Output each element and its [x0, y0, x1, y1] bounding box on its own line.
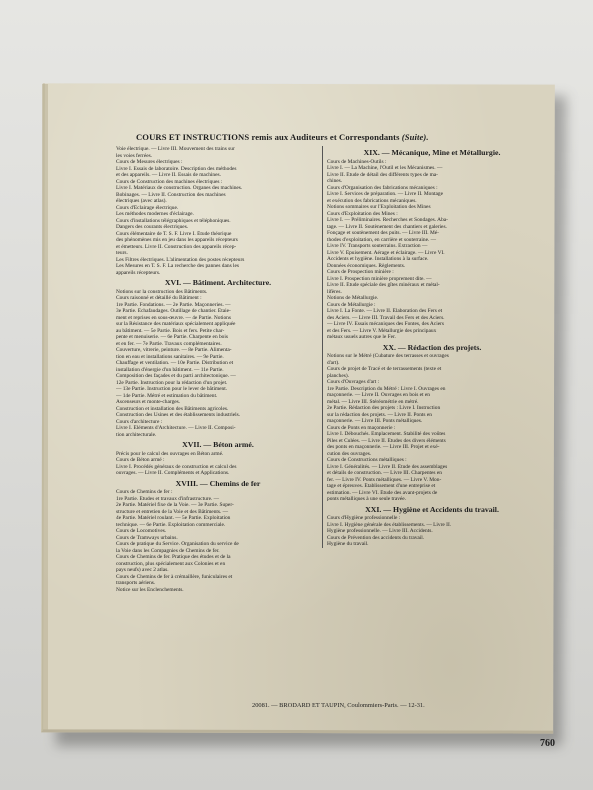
text-line: Cours d'Ouvrages d'art : — [327, 379, 380, 385]
text-line: Chauffage et ventilation. — 10e Partie. Distribution et — [116, 360, 234, 366]
text-line: Livre I. Éléments d'Architecture. — Livre II. Composi- — [116, 425, 236, 431]
text-line: Cours de Métallurgie : — [327, 301, 376, 308]
text-line: Notions sur le Métré (Cubature des terrasses et ouvrages — [327, 353, 449, 359]
text-line: tage. — Livre II. Soutènement des chantiers et galeries. — [327, 223, 447, 230]
text-line: Ascenseurs et monte-charges. — [116, 399, 181, 405]
text-line: Voie électrique. — Livre III. Mouvement des trains sur — [116, 146, 235, 152]
text-line: fer. — Livre IV. Ponts métalliques. — Livre V. Mon- — [327, 476, 442, 483]
text-line: maçonnerie. — Livre III. Ponts métalliques. — [327, 418, 423, 424]
text-line: Construction et installation des Bâtiments agricoles. — [116, 405, 229, 412]
text-line: des ponts en maçonnerie. — Livre III. Projet et exé- — [327, 444, 440, 450]
text-line: Livre II. Étude de détail des différents types de ma- — [327, 171, 438, 178]
text-line: des phénomènes mis en jeu dans les appareils récepteurs — [116, 237, 238, 243]
printed-page — [52, 92, 555, 749]
text-line: chines. — [327, 178, 343, 184]
section-title: XVII. — Béton armé. — [182, 440, 254, 449]
text-line: Notions sommaires sur l'Exploitation des Mines — [327, 204, 431, 210]
text-line: Cours de Béton armé : — [116, 457, 165, 463]
text-line: Livre I. Hygiène générale des établissements. — Livre II. — [327, 521, 452, 528]
text-line: 2e Partie. Rédaction des projets : Livre I. Instruction — [327, 405, 441, 411]
text-line: Couverture, vitrerie, peinture. — 8e Partie. Alimenta- — [116, 347, 232, 353]
text-line: tion en eau et installations sanitaires. — 9e Partie. — [116, 353, 224, 360]
text-line: tion architecturale. — [116, 431, 157, 438]
text-line: — 13e Partie. Instruction pour le lever de bâtiment. — [116, 386, 228, 392]
text-line: métaux usuels autres que le Fer. — [327, 334, 396, 340]
page-header — [136, 132, 536, 142]
text-line: ponts métalliques à une seule travée. — [327, 496, 407, 502]
text-line: Cours de Prévention des accidents du travail. — [327, 534, 425, 541]
text-line: construction, plus spécialement aux Colonies et en — [116, 560, 226, 567]
right-column — [322, 146, 537, 548]
text-line: Bobinages. — Livre II. Construction des machines — [116, 191, 226, 198]
text-line: Hygiène du travail. — [327, 541, 369, 547]
header-suffix: (Suite). — [401, 132, 429, 142]
text-line: et détails de construction. — Livre III. Charpentes en — [327, 470, 442, 476]
text-line: Cours d'Hygiène professionnelle : — [327, 515, 401, 521]
text-line: Hygiène professionnelle. — Livre III. Accidents. — [327, 528, 433, 534]
text-line: Données économiques. Règlements. — [327, 262, 406, 269]
text-line: Livre V. Épuisement. Aérage et éclairage. — Livre VI. — [327, 249, 445, 256]
book-spine-edge — [42, 84, 48, 730]
text-line: technique. — 6e Partie. Exploitation commerciale. — [116, 521, 226, 528]
header-title: COURS ET INSTRUCTIONS remis aux Auditeurs et Correspondants — [136, 132, 400, 142]
text-line: ment et reprises en sous-œuvre. — 4e Partie. Notions — [116, 314, 231, 321]
text-line: Les Mesures en T. S. F. La recherche des pannes dans les — [116, 263, 240, 269]
text-line: les voies ferrées. — [116, 152, 153, 159]
text-line: maçonnerie. — Livre II. Ouvrages en bois et en — [327, 392, 430, 398]
text-line: 1re Partie. Études et travaux d'infrastructure. — — [116, 495, 220, 502]
section-title: XVIII. — Chemins de fer — [175, 478, 261, 488]
text-line: Accidents et hygiène. Installations à la surface. — [327, 256, 429, 262]
text-line: Livre I. Essais de laboratoire. Description des méthodes — [116, 165, 237, 172]
text-line: Cours de Ponts en maçonnerie : — [327, 424, 396, 431]
text-line: la Voie dans les Compagnies de Chemins de fer. — [116, 547, 220, 554]
text-line: Cours de Chemins de fer à crémaillère, funiculaires et — [116, 573, 233, 580]
text-line: et des Fers. — Livre V. Métallurgie des principaux — [327, 327, 437, 334]
text-line: Cours de projet de Tracé et de terrassements (texte et — [327, 366, 442, 372]
text-line: Livre I. Prospection minière proprement dite. — — [327, 275, 432, 282]
text-line: Composition des façades et du parti architectonique. — — [116, 373, 236, 379]
text-line: Livre I. Débouchés. Emplacement. Stabilité des voûtes — [327, 431, 446, 437]
text-line: ouvrages. — Livre II. Compléments et Applications. — [116, 470, 230, 476]
text-line: estimation. — Livre VI. Étude des avant-projets de — [327, 489, 438, 496]
text-line: 2e Partie. Matériel fixe de la Voie. — 3e Partie. Super- — [116, 502, 234, 508]
text-line: — Livre IV. Essais mécaniques des Fontes, des Aciers — [327, 321, 444, 327]
text-line: Notions sur la construction des Bâtiments. — [116, 288, 208, 295]
text-line: Notice sur les Enclenchements. — [116, 586, 184, 593]
text-line: Livre I. — Préliminaires. Recherches et Sondages. Aba- — [327, 217, 448, 223]
text-line: cution des ouvrages. — [327, 450, 372, 457]
text-line: — 14e Partie. Métré et estimation du bâtiment. — [116, 392, 218, 399]
text-line: Cours d'installations télégraphiques et téléphoniques. — [116, 217, 231, 224]
text-line: Cours de Machines-Outils : — [327, 158, 387, 165]
text-line: Livre I. Matériaux de construction. Organes des machines. — [116, 185, 243, 191]
text-line: Cours de Construction des machines électriques : — [116, 178, 223, 185]
text-line: teurs. — [116, 250, 128, 256]
text-line: Cours d'Organisation des fabrications mécaniques : — [327, 184, 438, 191]
text-line: Cours raisonné et détaillé du Bâtiment : — [116, 295, 202, 301]
page-number: 760 — [540, 738, 555, 749]
section-title: XXI. — Hygiène et Accidents du travail. — [365, 504, 499, 514]
text-line: appareils récepteurs. — [116, 269, 161, 276]
text-line: pays neufs) avec 2 atlas. — [116, 567, 169, 573]
text-line: Cours de Prospection minière : — [327, 269, 394, 275]
text-line: Cours de Chemins de fer : — [116, 489, 173, 495]
text-line: Livre II. Étude spéciale des gîtes minéraux et métal- — [327, 282, 440, 288]
text-line: au bâtiment. — 5e Partie. Bois et fers. Petite char- — [116, 327, 225, 334]
text-line: Livre IV. Transports souterrains. Extraction — — [327, 243, 428, 249]
text-line: Livre I. Généralités. — Livre II. Étude des assemblages — [327, 463, 448, 470]
text-line: électriques (avec atlas). — [116, 198, 167, 204]
text-line: Construction des Usines et des établissements industriels. — [116, 412, 241, 418]
text-line: transports aériens. — [116, 580, 156, 586]
text-line: Cours d'architecture : — [116, 418, 163, 425]
text-line: Les Filtres électriques. L'alimentation des postes récepteurs — [116, 256, 245, 263]
text-line: et des appareils. — Livre II. Essais de machines. — [116, 172, 221, 178]
text-line: planches). — [327, 372, 350, 379]
text-line: Fonçage et soutènement des puits. — Livre III. Mé- — [327, 230, 439, 236]
text-line: sur la rédaction des projets. — Livre II. Ponts en — [327, 411, 432, 418]
text-line: 12e Partie. Instruction pour la rédaction d'un projet. — [116, 379, 228, 386]
text-line: installation d'énergie d'un bâtiment. — 11e Partie. — [116, 366, 224, 373]
text-line: et en fer. — 7e Partie. Travaux complémentaires. — [116, 340, 222, 347]
printer-footer: 20081. — BRODARD ET TAUPIN, Coulommiers-Paris. — 12-31. — [252, 702, 425, 709]
section-title: XVI. — Bâtiment. Architecture. — [164, 278, 272, 287]
text-line: Cours de Constructions métalliques : — [327, 457, 407, 463]
text-line: Livre I. Services de préparation. — Livre II. Montage — [327, 191, 444, 197]
text-line: et exécution des fabrications mécaniques. — [327, 197, 417, 204]
text-line: 1re Partie. Description du Métré : Livre I. Ouvrages en — [327, 385, 446, 392]
text-line: 1re Partie. Fondations. — 2e Partie. Maçonneries. — — [116, 301, 231, 308]
text-line: Cours de Tramways urbains. — [116, 534, 178, 541]
text-line: thodes d'exploitation, en carrière et souterraine. — — [327, 236, 437, 243]
text-line: Piles et Culées. — Livre II. Études des divers éléments — [327, 437, 446, 444]
text-line: Cours de Chemins de fer. Pratique des études et de la — [116, 554, 231, 560]
left-column — [116, 146, 320, 593]
text-line: Cours élémentaire de T. S. F. Livre I. Étude théorique — [116, 230, 232, 237]
text-line: Livre I. — La Machine, l'Outil et les Mécanismes. — — [327, 165, 443, 171]
text-line: d'art). — [327, 359, 340, 366]
text-line: sur la Résistance des matériaux spécialement appliquée — [116, 321, 236, 327]
text-line: des Aciers. — Livre III. Travail des Fers et des Aciers. — [327, 314, 445, 321]
text-line: Livre I. La Fonte. — Livre II. Élaboration des Fers et — [327, 308, 443, 314]
text-line: 3e Partie. Échafaudages. Outillage de chantier. Étaie- — [116, 308, 231, 314]
text-line: Dangers des courants électriques. — [116, 224, 189, 230]
text-line: Les méthodes modernes d'éclairage. — [116, 211, 194, 217]
text-line: métal. — Livre III. Stéréométrie en métré. — [327, 398, 419, 405]
text-line: Livre I. Procédés généraux de construction et calcul des — [116, 463, 237, 470]
text-line: et émetteurs. Livre II. Construction des appareils récep- — [116, 243, 237, 250]
text-line: Cours d'Exploitation des Mines : — [327, 210, 398, 217]
text-line: structure et entretien de la Voie et des Bâtiments. — — [116, 508, 229, 515]
text-line: lifères. — [327, 288, 342, 295]
text-line: Précis pour le calcul des ouvrages en Béton armé. — [116, 450, 224, 457]
text-line: 4e Partie. Matériel roulant. — 5e Partie. Exploitation — [116, 515, 231, 521]
text-line: Notions de Métallurgie. — [327, 295, 379, 301]
text-line: tage et épreuves. Établissement d'une entreprise et — [327, 483, 436, 489]
section-title: XX. — Rédaction des projets. — [382, 342, 482, 352]
text-line: pente et menuiserie. — 6e Partie. Charpente en bois — [116, 334, 228, 340]
section-title: XIX. — Mécanique, Mine et Métallurgie. — [363, 148, 501, 157]
text-line: Cours de Locomotives. — [116, 528, 167, 534]
text-line: Cours de pratique du Service. Organisation du service de — [116, 541, 239, 547]
text-line: Cours de Mesures électriques : — [116, 159, 183, 165]
text-line: Cours d'Éclairage électrique. — [116, 204, 179, 211]
